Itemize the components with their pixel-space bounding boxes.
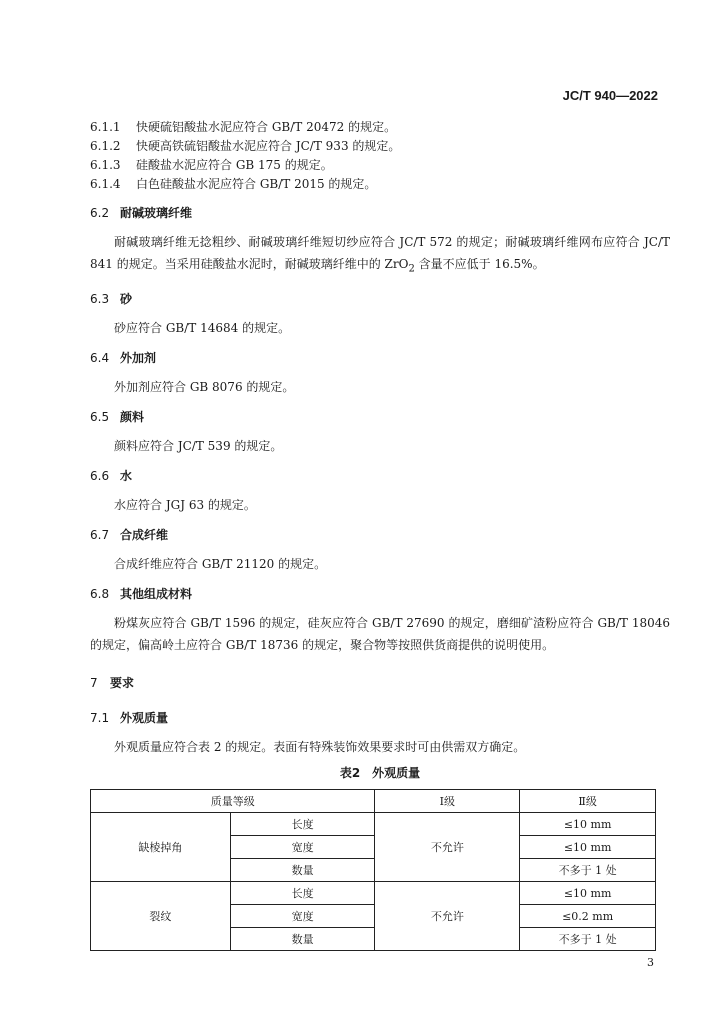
item-name: 宽度 (230, 836, 375, 859)
document-body (90, 118, 670, 951)
section-paragraph: 外观质量应符合表 2 的规定。表面有特殊装饰效果要求时可由供需双方确定。 (114, 740, 526, 755)
section-heading-6-7: 6.7 合成纤维 (90, 528, 169, 543)
level1-value: 不允许 (375, 882, 520, 951)
clause-item: 6.1.3 硅酸盐水泥应符合 GB 175 的规定。 (90, 158, 333, 172)
section-paragraph: 耐碱玻璃纤维无捻粗纱、耐碱玻璃纤维短切纱应符合 JC/T 572 的规定；耐碱玻璃纤维网布应符合 JC/T 841 的规定。当采用硅酸盐水泥时，耐碱玻璃纤维中的 ZrO$_2$ 含量不应低于 16.5%。 (90, 235, 670, 275)
level2-value: 不多于 1 处 (520, 859, 656, 882)
section-paragraph: 水应符合 JGJ 63 的规定。 (114, 498, 256, 513)
section-paragraph: 颜料应符合 JC/T 539 的规定。 (114, 439, 283, 454)
header-level2: Ⅱ级 (520, 790, 656, 813)
clause-6-1-items (90, 118, 670, 194)
item-name: 长度 (230, 813, 375, 836)
section-paragraph: 合成纤维应符合 GB/T 21120 的规定。 (114, 557, 327, 572)
level2-value: ≤0.2 mm (520, 905, 656, 928)
item-name: 长度 (230, 882, 375, 905)
section-heading-6-5: 6.5 颜料 (90, 410, 145, 425)
header-grade: 质量等级 (91, 790, 375, 813)
section-paragraph: 砂应符合 GB/T 14684 的规定。 (114, 321, 291, 336)
section-heading-6-2: 6.2 耐碱玻璃纤维 (90, 206, 193, 220)
clause-item: 6.1.1 快硬硫铝酸盐水泥应符合 GB/T 20472 的规定。 (90, 120, 397, 134)
level1-value: 不允许 (375, 813, 520, 882)
section-paragraph: 粉煤灰应符合 GB/T 1596 的规定，硅灰应符合 GB/T 27690 的规定，磨细矿渣粉应符合 GB/T 18046 的规定，偏高岭土应符合 GB/T 18736 的规定，聚合物等按照供货商提供的说明使用。 (90, 616, 670, 653)
chapter-heading-7: 7 要求 (90, 676, 135, 691)
appearance-quality-table (90, 789, 656, 951)
item-name: 数量 (230, 928, 375, 951)
level2-value: ≤10 mm (520, 882, 656, 905)
level2-value: ≤10 mm (520, 813, 656, 836)
item-name: 宽度 (230, 905, 375, 928)
section-heading-6-8: 6.8 其他组成材料 (90, 587, 193, 602)
standard-code: JC/T 940—2022 (562, 88, 658, 103)
table-row (91, 813, 656, 836)
level2-value: 不多于 1 处 (520, 928, 656, 951)
section-paragraph: 外加剂应符合 GB 8076 的规定。 (114, 380, 295, 395)
table-header-row (91, 790, 656, 813)
section-heading-6-4: 6.4 外加剂 (90, 351, 157, 366)
group-name: 裂纹 (91, 882, 231, 951)
group-name: 缺棱掉角 (91, 813, 231, 882)
page-number: 3 (647, 956, 654, 969)
section-heading-7-1: 7.1 外观质量 (90, 711, 169, 726)
section-heading-6-3: 6.3 砂 (90, 292, 133, 307)
section-heading-6-6: 6.6 水 (90, 469, 133, 484)
item-name: 数量 (230, 859, 375, 882)
table-caption: 表2 外观质量 (339, 766, 421, 781)
header-level1: Ⅰ级 (375, 790, 520, 813)
clause-item: 6.1.2 快硬高铁硫铝酸盐水泥应符合 JC/T 933 的规定。 (90, 139, 401, 153)
level2-value: ≤10 mm (520, 836, 656, 859)
clause-item: 6.1.4 白色硅酸盐水泥应符合 GB/T 2015 的规定。 (90, 177, 377, 191)
table-row (91, 882, 656, 905)
